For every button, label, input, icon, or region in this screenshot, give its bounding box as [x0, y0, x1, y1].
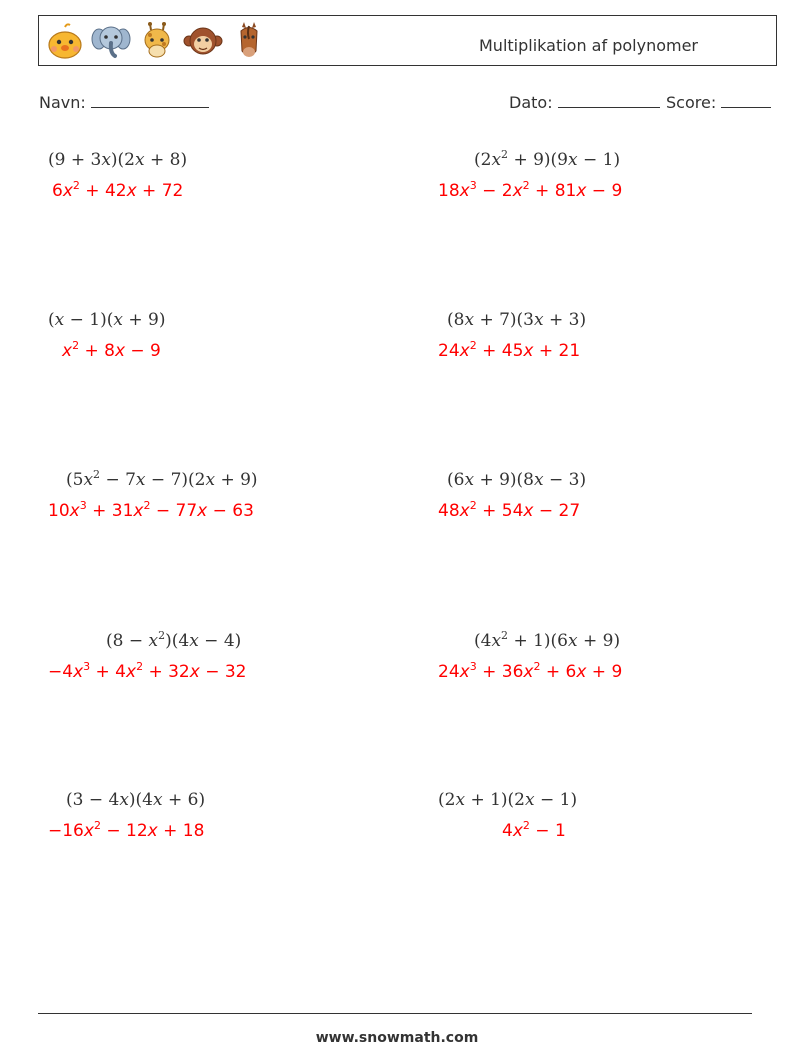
- giraffe-icon: [137, 21, 177, 61]
- problem-answer: $10x^3 + 31x^2 - 77x - 63$: [48, 499, 254, 521]
- problem-question: (8x + 7)(3x + 3): [447, 310, 587, 330]
- footer-website[interactable]: www.snowmath.com: [315, 1030, 479, 1046]
- problem-question: $(4x^2 + 1)(6x + 9)$: [474, 629, 621, 651]
- date-label: Dato:: [509, 93, 553, 112]
- monkey-icon: [183, 21, 223, 61]
- problem-question: $(2x^2 + 9)(9x - 1)$: [474, 148, 621, 170]
- chick-icon: [45, 21, 85, 61]
- footer-divider: [38, 1013, 752, 1014]
- elephant-icon: [91, 21, 131, 61]
- problem-question: (x − 1)(x + 9): [48, 310, 166, 330]
- problem-answer: $24x^3 + 36x^2 + 6x + 9$: [438, 660, 623, 682]
- problem-answer: $48x^2 + 54x - 27$: [438, 499, 581, 521]
- problem-question: (6x + 9)(8x − 3): [447, 470, 587, 490]
- problem-answer: $4x^2 - 1$: [502, 819, 566, 841]
- problem-answer: $-16x^2 - 12x + 18$: [48, 819, 205, 841]
- animal-icons: [45, 21, 269, 61]
- name-field: [39, 93, 209, 112]
- problem-question: $(5x^2 - 7x - 7)(2x + 9)$: [66, 468, 258, 490]
- header-box: [38, 15, 777, 66]
- score-blank[interactable]: [721, 93, 771, 108]
- problem-answer: $-4x^3 + 4x^2 + 32x - 32$: [48, 660, 247, 682]
- problem-answer: $24x^2 + 45x + 21$: [438, 339, 581, 361]
- name-blank[interactable]: [91, 93, 209, 108]
- date-blank[interactable]: [558, 93, 660, 108]
- problem-question: (2x + 1)(2x − 1): [438, 790, 578, 810]
- date-field: [509, 93, 660, 112]
- problem-question: (9 + 3x)(2x + 8): [48, 150, 188, 170]
- score-label: Score:: [666, 93, 717, 112]
- problem-question: $(8 - x^2)(4x - 4)$: [106, 629, 242, 651]
- problem-answer: $18x^3 - 2x^2 + 81x - 9$: [438, 179, 623, 201]
- worksheet-title: Multiplikation af polynomer: [479, 36, 698, 55]
- problem-question: (3 − 4x)(4x + 6): [66, 790, 206, 810]
- problem-answer: $6x^2 + 42x + 72$: [52, 179, 184, 201]
- score-field: [666, 93, 771, 112]
- name-label: Navn:: [39, 93, 86, 112]
- horse-icon: [229, 21, 269, 61]
- problem-answer: $x^2 + 8x - 9$: [62, 339, 161, 361]
